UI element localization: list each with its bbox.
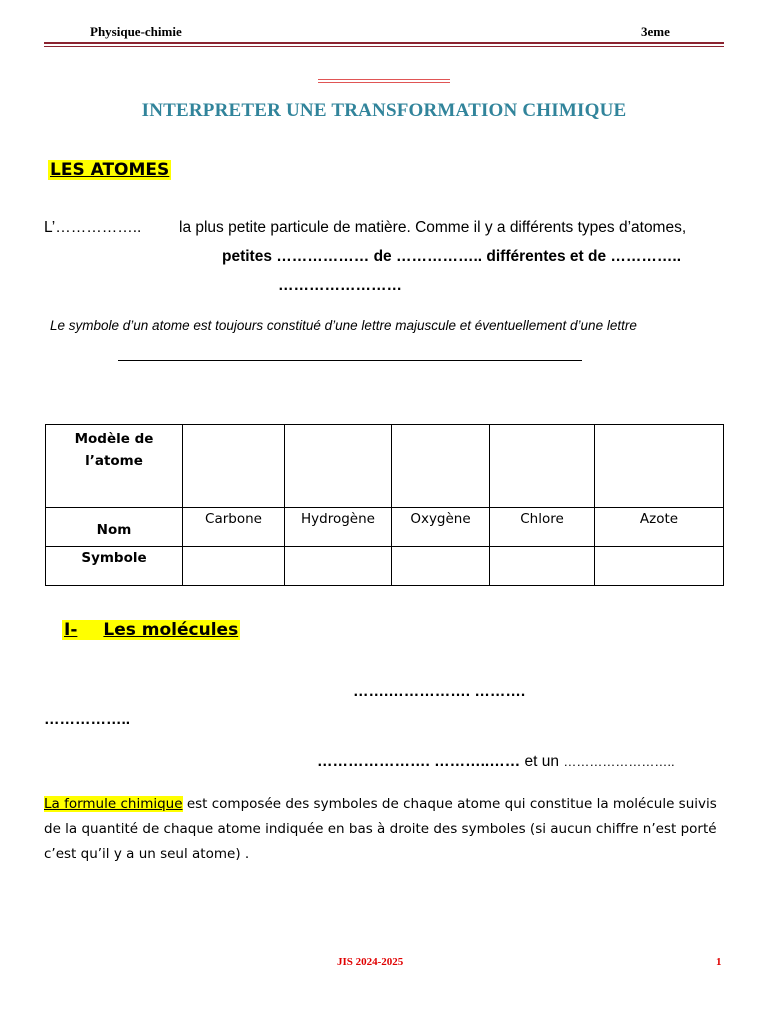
molecule-blank-a: …………………. ………..…… (317, 753, 521, 770)
answer-line (118, 360, 582, 361)
table-cell-name: Hydrogène (285, 508, 392, 547)
table-cell-name: Chlore (490, 508, 595, 547)
atom-definition-text: la plus petite particule de matière. Comme il y a différents types d’atomes, (179, 219, 687, 236)
row-header-name: Nom (46, 508, 183, 547)
table-cell (392, 547, 490, 586)
table-cell (595, 547, 724, 586)
section-molecules-heading (62, 620, 240, 640)
molecule-line-3 (317, 753, 675, 771)
formula-highlight: La formule chimique (44, 796, 183, 812)
atoms-table (45, 424, 724, 586)
page-title: INTERPRETER UNE TRANSFORMATION CHIMIQUE (141, 100, 627, 121)
section-title: Les molécules (103, 620, 239, 640)
page-number: 1 (716, 956, 722, 968)
table-cell (490, 425, 595, 508)
table-cell (285, 547, 392, 586)
title-decoration-2 (318, 82, 450, 83)
molecule-line-2: …………….. (44, 711, 131, 728)
table-cell (285, 425, 392, 508)
table-cell (595, 425, 724, 508)
atom-line-2: petites ……………… de …………….. différentes et de ………….. (222, 248, 682, 265)
row-header-symbol: Symbole (46, 547, 183, 586)
molecule-line-1: …….……………. ………. (353, 683, 526, 700)
title-decoration (318, 79, 450, 80)
symbol-sentence: Le symbole d’un atome est toujours constitué d’une lettre majuscule et éventuellement d’une lettre (50, 318, 637, 333)
molecule-conjunction: et un (524, 753, 560, 770)
section-number: I- (64, 620, 78, 640)
grade-label: 3eme (641, 24, 670, 39)
table-cell-name: Oxygène (392, 508, 490, 547)
formula-text: est composée des symboles de chaque atome qui constitue la molécule suivis de la quantité de chaque atome indiquée en bas à droite des symboles (si aucun chiffre n’est porté c’est qu’il y a un seul atome) . (44, 796, 717, 862)
table-row-name (46, 508, 724, 547)
table-cell (183, 425, 285, 508)
atom-blank-start: L’…………….. (44, 219, 142, 236)
table-cell (392, 425, 490, 508)
atom-line-3: …………………… (278, 277, 402, 294)
section-atoms-heading: LES ATOMES (50, 160, 170, 180)
molecule-blank-b: …………………….. (563, 754, 675, 769)
header-rule-thin (44, 46, 724, 47)
table-cell (490, 547, 595, 586)
subject-label: Physique-chimie (90, 24, 182, 39)
row-header-model: Modèle de l’atome (46, 425, 183, 508)
footer-school-year: JIS 2024-2025 (337, 956, 404, 968)
table-cell-name: Azote (595, 508, 724, 547)
table-cell-name: Carbone (183, 508, 285, 547)
table-row-model (46, 425, 724, 508)
table-cell (183, 547, 285, 586)
formula-paragraph (44, 792, 724, 867)
table-row-symbol (46, 547, 724, 586)
header-rule (44, 42, 724, 44)
